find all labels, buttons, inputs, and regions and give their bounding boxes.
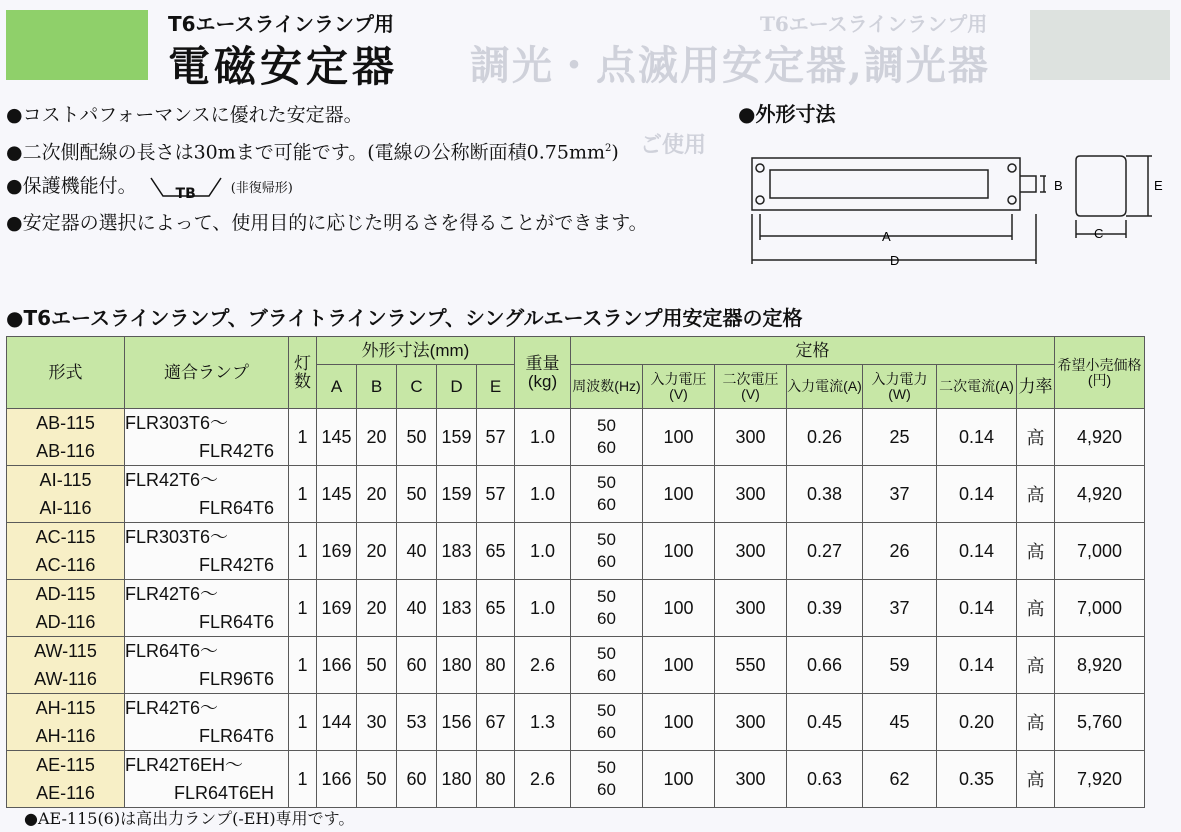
- in-power-cell: 59: [863, 637, 937, 694]
- dim-e-cell: 65: [477, 523, 515, 580]
- dim-d-cell: 180: [437, 637, 477, 694]
- count-cell: 1: [289, 409, 317, 466]
- col-out-curr: 二次電流(A): [937, 365, 1017, 409]
- weight-cell: 1.0: [515, 580, 571, 637]
- freq-cell: 50 60: [571, 409, 643, 466]
- pf-cell: 高: [1017, 466, 1055, 523]
- tb-note: (非復帰形): [230, 181, 293, 197]
- dim-c-cell: 60: [397, 751, 437, 808]
- freq-cell: 50 60: [571, 466, 643, 523]
- table-row: [7, 637, 1145, 694]
- in-volt-cell: 100: [643, 409, 715, 466]
- dim-b-cell: 20: [357, 466, 397, 523]
- col-rating: 定格: [571, 337, 1055, 365]
- in-power-cell: 25: [863, 409, 937, 466]
- dim-b-cell: 30: [357, 694, 397, 751]
- model-cell: AD-115 AD-116: [7, 580, 125, 637]
- in-volt-cell: 100: [643, 466, 715, 523]
- dim-a-cell: 145: [317, 409, 357, 466]
- in-power-cell: 37: [863, 580, 937, 637]
- in-power-cell: 45: [863, 694, 937, 751]
- freq-cell: 50 60: [571, 751, 643, 808]
- dim-a-cell: 169: [317, 580, 357, 637]
- dim-e-cell: 67: [477, 694, 515, 751]
- in-curr-cell: 0.39: [787, 580, 863, 637]
- ghost-label: ご使用: [640, 132, 707, 158]
- out-curr-cell: 0.14: [937, 523, 1017, 580]
- pf-cell: 高: [1017, 523, 1055, 580]
- price-cell: 4,920: [1055, 409, 1145, 466]
- lamp-cell: FLR303T6～ FLR42T6: [125, 523, 289, 580]
- model-cell: AW-115 AW-116: [7, 637, 125, 694]
- col-pf: 力率: [1017, 365, 1055, 409]
- in-curr-cell: 0.66: [787, 637, 863, 694]
- feature-list: [6, 98, 648, 240]
- spec-table-body: [7, 409, 1145, 808]
- col-d: D: [437, 365, 477, 409]
- col-freq: 周波数(Hz): [571, 365, 643, 409]
- col-in-power: 入力電力(W): [863, 365, 937, 409]
- model-cell: AE-115 AE-116: [7, 751, 125, 808]
- out-volt-cell: 300: [715, 409, 787, 466]
- count-cell: 1: [289, 694, 317, 751]
- dim-c-cell: 53: [397, 694, 437, 751]
- col-in-volt: 入力電圧(V): [643, 365, 715, 409]
- out-volt-cell: 300: [715, 466, 787, 523]
- dim-d-cell: 159: [437, 409, 477, 466]
- dim-label-a: A: [882, 229, 891, 244]
- ghost-title: 調光・点滅用安定器,調光器: [470, 42, 990, 89]
- product-subtitle: T6エースラインランプ用: [168, 12, 394, 36]
- count-cell: 1: [289, 523, 317, 580]
- col-a: A: [317, 365, 357, 409]
- out-curr-cell: 0.35: [937, 751, 1017, 808]
- feature-item: ●二次側配線の長さは30mまで可能です。(電線の公称断面積$0.75mm^2$): [6, 141, 619, 164]
- dim-c-cell: 50: [397, 409, 437, 466]
- price-cell: 7,920: [1055, 751, 1145, 808]
- dim-e-cell: 57: [477, 466, 515, 523]
- lamp-cell: FLR42T6EH～ FLR64T6EH: [125, 751, 289, 808]
- count-cell: 1: [289, 466, 317, 523]
- dim-d-cell: 183: [437, 523, 477, 580]
- product-title: 電磁安定器: [168, 42, 399, 91]
- lamp-cell: FLR42T6～ FLR64T6: [125, 466, 289, 523]
- price-cell: 4,920: [1055, 466, 1145, 523]
- in-volt-cell: 100: [643, 751, 715, 808]
- col-lamp: 適合ランプ: [125, 337, 289, 409]
- model-cell: AC-115 AC-116: [7, 523, 125, 580]
- dim-a-cell: 144: [317, 694, 357, 751]
- count-cell: 1: [289, 580, 317, 637]
- dim-d-cell: 159: [437, 466, 477, 523]
- in-volt-cell: 100: [643, 694, 715, 751]
- tb-badge: TB: [149, 176, 223, 198]
- table-row: [7, 694, 1145, 751]
- out-curr-cell: 0.14: [937, 580, 1017, 637]
- dimension-diagram: [740, 130, 1180, 270]
- dim-c-cell: 40: [397, 523, 437, 580]
- lamp-cell: FLR42T6～ FLR64T6: [125, 580, 289, 637]
- pf-cell: 高: [1017, 580, 1055, 637]
- dim-b-cell: 20: [357, 580, 397, 637]
- dim-b-cell: 20: [357, 409, 397, 466]
- in-curr-cell: 0.27: [787, 523, 863, 580]
- dim-e-cell: 80: [477, 751, 515, 808]
- out-volt-cell: 300: [715, 523, 787, 580]
- table-row: [7, 523, 1145, 580]
- freq-cell: 50 60: [571, 694, 643, 751]
- dim-c-cell: 40: [397, 580, 437, 637]
- dim-label-d: D: [890, 253, 900, 268]
- model-cell: AⅠ-115 AⅠ-116: [7, 466, 125, 523]
- out-volt-cell: 550: [715, 637, 787, 694]
- freq-cell: 50 60: [571, 637, 643, 694]
- dim-b-cell: 50: [357, 751, 397, 808]
- dim-label-e: E: [1154, 178, 1163, 193]
- ballast-window: [770, 170, 988, 198]
- spec-table: [6, 336, 1145, 808]
- dim-e-cell: 57: [477, 409, 515, 466]
- pf-cell: 高: [1017, 751, 1055, 808]
- ballast-body: [752, 158, 1020, 210]
- weight-cell: 1.0: [515, 523, 571, 580]
- col-in-curr: 入力電流(A): [787, 365, 863, 409]
- weight-cell: 2.6: [515, 751, 571, 808]
- superscript: 2: [605, 143, 612, 154]
- feature-item: ●コストパフォーマンスに優れた安定器。: [6, 104, 363, 126]
- col-dims: 外形寸法(mm): [317, 337, 515, 365]
- price-cell: 7,000: [1055, 523, 1145, 580]
- ghost-gray-block: [1030, 10, 1170, 80]
- col-out-volt: 二次電圧(V): [715, 365, 787, 409]
- in-power-cell: 37: [863, 466, 937, 523]
- in-power-cell: 62: [863, 751, 937, 808]
- in-volt-cell: 100: [643, 523, 715, 580]
- in-volt-cell: 100: [643, 580, 715, 637]
- out-volt-cell: 300: [715, 694, 787, 751]
- dim-c-cell: 50: [397, 466, 437, 523]
- header-green-block: [6, 10, 148, 80]
- in-curr-cell: 0.26: [787, 409, 863, 466]
- model-cell: AB-115 AB-116: [7, 409, 125, 466]
- dim-label-b: B: [1054, 178, 1063, 193]
- lamp-cell: FLR303T6～ FLR42T6: [125, 409, 289, 466]
- table-row: [7, 751, 1145, 808]
- dim-b-cell: 20: [357, 523, 397, 580]
- dim-a-cell: 145: [317, 466, 357, 523]
- out-curr-cell: 0.14: [937, 409, 1017, 466]
- dim-d-cell: 180: [437, 751, 477, 808]
- in-curr-cell: 0.45: [787, 694, 863, 751]
- in-power-cell: 26: [863, 523, 937, 580]
- dim-b-cell: 50: [357, 637, 397, 694]
- col-b: B: [357, 365, 397, 409]
- pf-cell: 高: [1017, 637, 1055, 694]
- ballast-side-view: [1076, 156, 1126, 216]
- table-row: [7, 466, 1145, 523]
- out-volt-cell: 300: [715, 751, 787, 808]
- dim-a-cell: 166: [317, 637, 357, 694]
- dim-label-c: C: [1094, 226, 1104, 241]
- price-cell: 5,760: [1055, 694, 1145, 751]
- in-curr-cell: 0.38: [787, 466, 863, 523]
- model-cell: AH-115 AH-116: [7, 694, 125, 751]
- out-curr-cell: 0.14: [937, 466, 1017, 523]
- dim-d-cell: 183: [437, 580, 477, 637]
- ghost-subtitle: T6エースラインランプ用: [760, 12, 988, 36]
- feature-item: ●保護機能付。 TB (非復帰形): [6, 175, 293, 203]
- weight-cell: 1.0: [515, 409, 571, 466]
- table-row: [7, 409, 1145, 466]
- col-model: 形式: [7, 337, 125, 409]
- price-cell: 7,000: [1055, 580, 1145, 637]
- count-cell: 1: [289, 637, 317, 694]
- lamp-cell: FLR42T6～ FLR64T6: [125, 694, 289, 751]
- dim-a-cell: 166: [317, 751, 357, 808]
- out-volt-cell: 300: [715, 580, 787, 637]
- freq-cell: 50 60: [571, 580, 643, 637]
- dim-c-cell: 60: [397, 637, 437, 694]
- out-curr-cell: 0.14: [937, 637, 1017, 694]
- in-curr-cell: 0.63: [787, 751, 863, 808]
- dim-e-cell: 65: [477, 580, 515, 637]
- weight-cell: 2.6: [515, 637, 571, 694]
- weight-cell: 1.0: [515, 466, 571, 523]
- count-cell: 1: [289, 751, 317, 808]
- col-count: 灯数: [289, 337, 317, 409]
- col-c: C: [397, 365, 437, 409]
- table-row: [7, 580, 1145, 637]
- spec-table-title: ●T6エースラインランプ、ブライトラインランプ、シングルエースランプ用安定器の定格: [6, 306, 803, 330]
- out-curr-cell: 0.20: [937, 694, 1017, 751]
- pf-cell: 高: [1017, 409, 1055, 466]
- ballast-end: [1020, 176, 1036, 192]
- dim-e-cell: 80: [477, 637, 515, 694]
- col-weight: 重量(kg): [515, 337, 571, 409]
- col-price: 希望小売価格(円): [1055, 337, 1145, 409]
- dim-a-cell: 169: [317, 523, 357, 580]
- pf-cell: 高: [1017, 694, 1055, 751]
- weight-cell: 1.3: [515, 694, 571, 751]
- freq-cell: 50 60: [571, 523, 643, 580]
- in-volt-cell: 100: [643, 637, 715, 694]
- dimension-title: ●外形寸法: [738, 102, 836, 126]
- feature-item: ●安定器の選択によって、使用目的に応じた明るさを得ることができます。: [6, 212, 648, 235]
- dim-d-cell: 156: [437, 694, 477, 751]
- lamp-cell: FLR64T6～ FLR96T6: [125, 637, 289, 694]
- footer-note: ●AE-115(6)は高出力ランプ(-EH)専用です。: [24, 809, 355, 828]
- col-e: E: [477, 365, 515, 409]
- price-cell: 8,920: [1055, 637, 1145, 694]
